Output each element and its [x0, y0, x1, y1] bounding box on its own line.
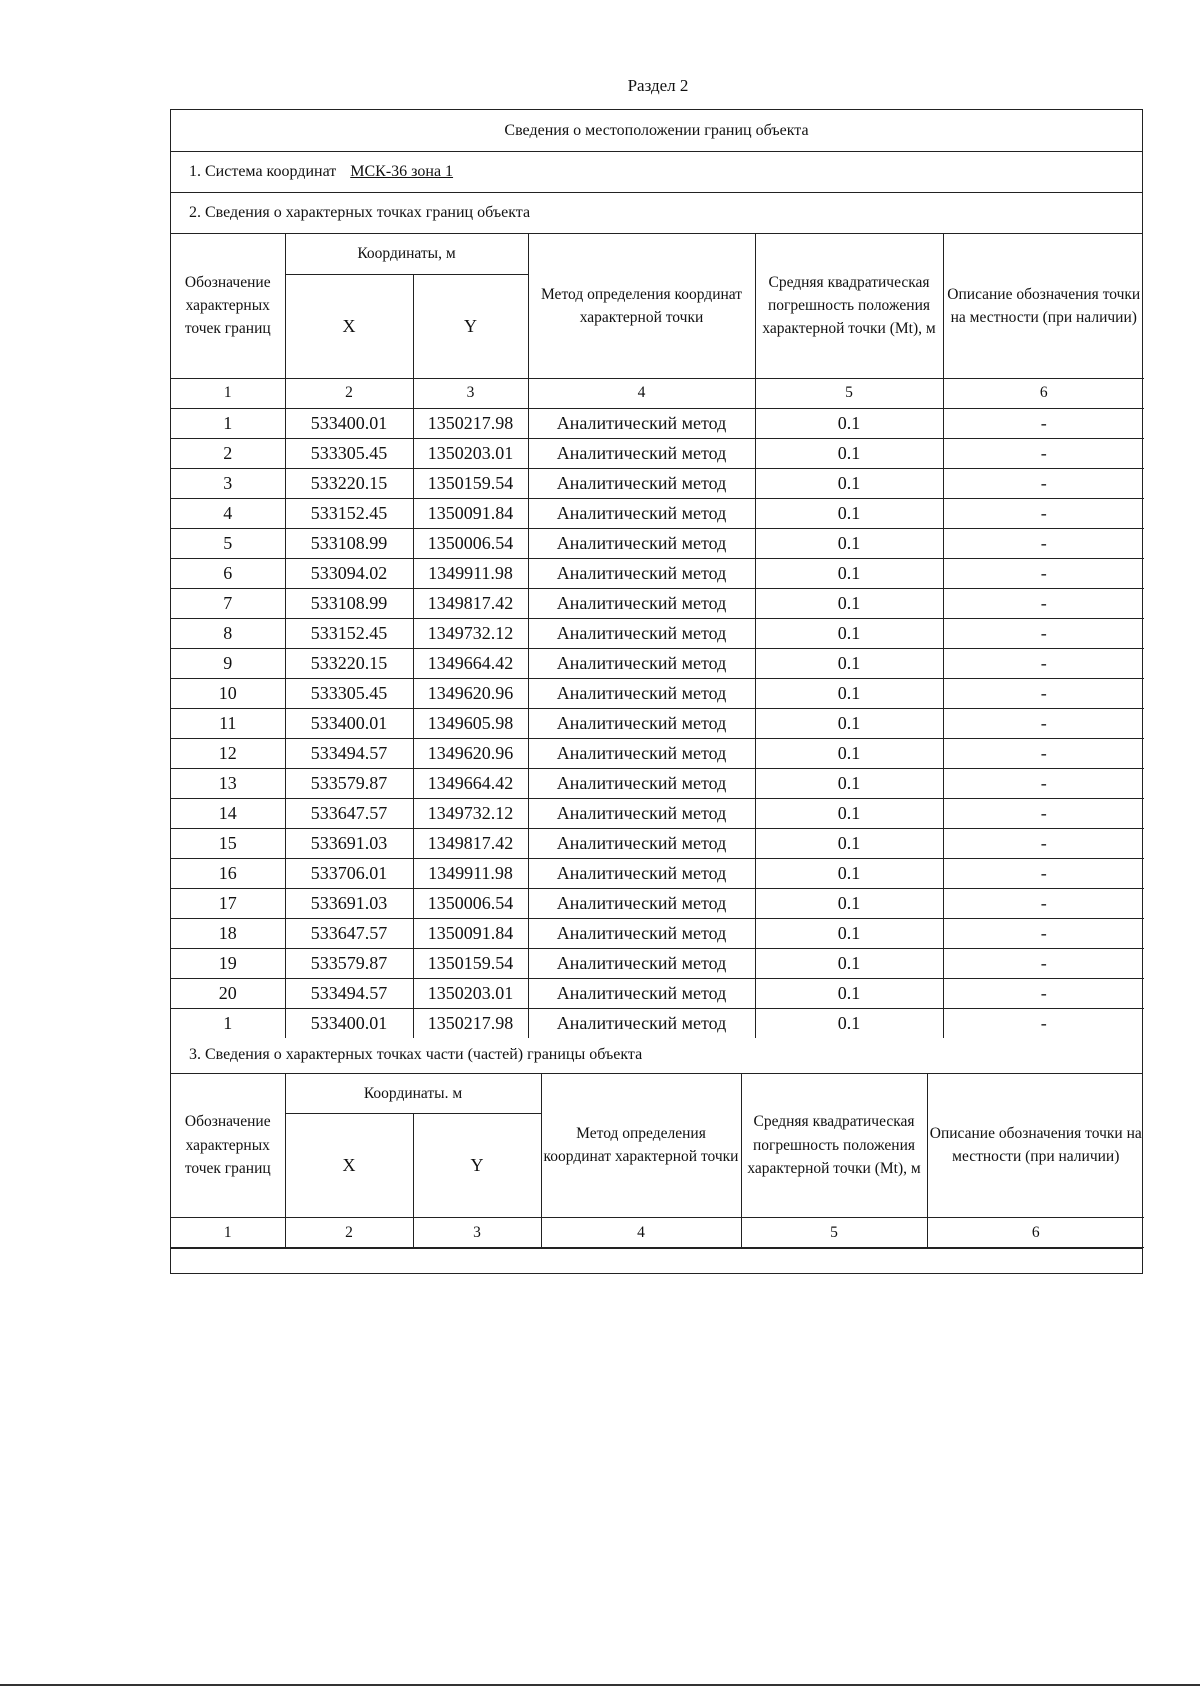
parts-header-x: X	[285, 1114, 413, 1218]
point-number: 4	[171, 498, 285, 528]
point-description: -	[943, 1008, 1144, 1038]
point-y: 1350217.98	[413, 408, 528, 438]
point-error: 0.1	[755, 678, 943, 708]
point-x: 533494.57	[285, 978, 413, 1008]
points-table	[171, 234, 1144, 1038]
point-description: -	[943, 468, 1144, 498]
point-error: 0.1	[755, 408, 943, 438]
point-y: 1350006.54	[413, 888, 528, 918]
col-number: 4	[528, 378, 755, 408]
point-description: -	[943, 498, 1144, 528]
point-error: 0.1	[755, 888, 943, 918]
point-x: 533108.99	[285, 588, 413, 618]
point-description: -	[943, 768, 1144, 798]
point-error: 0.1	[755, 708, 943, 738]
parts-header-coords: Координаты. м	[285, 1074, 541, 1114]
header-x: X	[285, 274, 413, 378]
point-method: Аналитический метод	[528, 588, 755, 618]
point-number: 20	[171, 978, 285, 1008]
parts-header-error: Средняя квадратическая погрешность положения характерной точки (Mt), м	[741, 1074, 927, 1218]
point-method: Аналитический метод	[528, 948, 755, 978]
point-method: Аналитический метод	[528, 978, 755, 1008]
point-number: 14	[171, 798, 285, 828]
point-row	[171, 588, 1144, 618]
point-description: -	[943, 708, 1144, 738]
point-number: 16	[171, 858, 285, 888]
point-number: 17	[171, 888, 285, 918]
point-description: -	[943, 828, 1144, 858]
point-error: 0.1	[755, 588, 943, 618]
point-row	[171, 558, 1144, 588]
point-row	[171, 708, 1144, 738]
point-description: -	[943, 798, 1144, 828]
point-row	[171, 408, 1144, 438]
point-x: 533400.01	[285, 1008, 413, 1038]
main-title: Сведения о местоположении границ объекта	[171, 110, 1142, 152]
point-description: -	[943, 618, 1144, 648]
point-error: 0.1	[755, 828, 943, 858]
header-error: Средняя квадратическая погрешность положения характерной точки (Mt), м	[755, 234, 943, 378]
parts-col-number: 1	[171, 1218, 285, 1248]
point-y: 1349605.98	[413, 708, 528, 738]
point-error: 0.1	[755, 528, 943, 558]
point-method: Аналитический метод	[528, 438, 755, 468]
point-number: 5	[171, 528, 285, 558]
point-row	[171, 738, 1144, 768]
point-description: -	[943, 738, 1144, 768]
point-error: 0.1	[755, 978, 943, 1008]
point-x: 533094.02	[285, 558, 413, 588]
point-error: 0.1	[755, 858, 943, 888]
point-method: Аналитический метод	[528, 558, 755, 588]
point-y: 1350006.54	[413, 528, 528, 558]
point-row	[171, 438, 1144, 468]
point-y: 1349911.98	[413, 558, 528, 588]
point-y: 1349664.42	[413, 768, 528, 798]
parts-col-number: 3	[413, 1218, 541, 1248]
point-row	[171, 528, 1144, 558]
point-y: 1349664.42	[413, 648, 528, 678]
col-number: 3	[413, 378, 528, 408]
point-error: 0.1	[755, 468, 943, 498]
point-y: 1349911.98	[413, 858, 528, 888]
point-row	[171, 1008, 1144, 1038]
point-x: 533400.01	[285, 408, 413, 438]
point-row	[171, 498, 1144, 528]
point-description: -	[943, 438, 1144, 468]
point-x: 533305.45	[285, 438, 413, 468]
point-row	[171, 948, 1144, 978]
point-row	[171, 768, 1144, 798]
header-designation: Обозначение характерных точек границ	[171, 234, 285, 378]
point-method: Аналитический метод	[528, 648, 755, 678]
parts-table	[171, 1074, 1144, 1249]
coord-system-value: МСК-36 зона 1	[350, 163, 454, 180]
point-y: 1349732.12	[413, 798, 528, 828]
point-description: -	[943, 858, 1144, 888]
point-method: Аналитический метод	[528, 738, 755, 768]
point-description: -	[943, 918, 1144, 948]
point-description: -	[943, 978, 1144, 1008]
point-y: 1349817.42	[413, 588, 528, 618]
parts-col-number: 5	[741, 1218, 927, 1248]
point-x: 533494.57	[285, 738, 413, 768]
point-description: -	[943, 558, 1144, 588]
parts-header-designation: Обозначение характерных точек границ	[171, 1074, 285, 1218]
point-method: Аналитический метод	[528, 618, 755, 648]
point-number: 6	[171, 558, 285, 588]
point-number: 1	[171, 1008, 285, 1038]
col-number: 6	[943, 378, 1144, 408]
point-x: 533152.45	[285, 498, 413, 528]
point-y: 1350217.98	[413, 1008, 528, 1038]
parts-col-number: 4	[541, 1218, 741, 1248]
point-row	[171, 648, 1144, 678]
point-y: 1349817.42	[413, 828, 528, 858]
point-y: 1349732.12	[413, 618, 528, 648]
point-y: 1349620.96	[413, 678, 528, 708]
point-y: 1350203.01	[413, 438, 528, 468]
point-method: Аналитический метод	[528, 408, 755, 438]
point-method: Аналитический метод	[528, 708, 755, 738]
point-method: Аналитический метод	[528, 798, 755, 828]
point-x: 533706.01	[285, 858, 413, 888]
parts-col-number: 2	[285, 1218, 413, 1248]
parts-header-description: Описание обозначения точки на местности (при наличии)	[927, 1074, 1144, 1218]
point-row	[171, 468, 1144, 498]
coord-system-row	[171, 152, 1142, 193]
point-description: -	[943, 678, 1144, 708]
point-row	[171, 858, 1144, 888]
point-number: 7	[171, 588, 285, 618]
point-description: -	[943, 648, 1144, 678]
points-section-title: 2. Сведения о характерных точках границ объекта	[171, 193, 1142, 234]
point-x: 533220.15	[285, 468, 413, 498]
point-x: 533579.87	[285, 768, 413, 798]
point-x: 533152.45	[285, 618, 413, 648]
parts-empty-row	[171, 1248, 1142, 1273]
point-number: 3	[171, 468, 285, 498]
point-description: -	[943, 408, 1144, 438]
coord-system-label: 1. Система координат	[189, 163, 337, 180]
point-x: 533220.15	[285, 648, 413, 678]
bottom-divider	[0, 1684, 1200, 1686]
point-method: Аналитический метод	[528, 1008, 755, 1038]
col-number: 2	[285, 378, 413, 408]
point-number: 1	[171, 408, 285, 438]
col-number: 1	[171, 378, 285, 408]
parts-header-y: Y	[413, 1114, 541, 1218]
point-error: 0.1	[755, 498, 943, 528]
point-method: Аналитический метод	[528, 498, 755, 528]
point-y: 1350159.54	[413, 468, 528, 498]
header-method: Метод определения координат характерной точки	[528, 234, 755, 378]
point-method: Аналитический метод	[528, 918, 755, 948]
point-description: -	[943, 888, 1144, 918]
point-x: 533647.57	[285, 918, 413, 948]
point-number: 15	[171, 828, 285, 858]
point-row	[171, 828, 1144, 858]
header-description: Описание обозначения точки на местности (при наличии)	[943, 234, 1144, 378]
point-error: 0.1	[755, 438, 943, 468]
point-error: 0.1	[755, 948, 943, 978]
point-x: 533691.03	[285, 888, 413, 918]
point-method: Аналитический метод	[528, 888, 755, 918]
point-error: 0.1	[755, 1008, 943, 1038]
points-body	[171, 408, 1144, 1038]
point-method: Аналитический метод	[528, 858, 755, 888]
header-coords: Координаты, м	[285, 234, 528, 274]
parts-header-method: Метод определения координат характерной точки	[541, 1074, 741, 1218]
point-x: 533691.03	[285, 828, 413, 858]
parts-section-title: 3. Сведения о характерных точках части (частей) границы объекта	[171, 1038, 1142, 1074]
point-x: 533108.99	[285, 528, 413, 558]
point-row	[171, 978, 1144, 1008]
point-description: -	[943, 528, 1144, 558]
parts-col-number: 6	[927, 1218, 1144, 1248]
point-method: Аналитический метод	[528, 768, 755, 798]
point-y: 1349620.96	[413, 738, 528, 768]
point-description: -	[943, 948, 1144, 978]
point-error: 0.1	[755, 768, 943, 798]
point-error: 0.1	[755, 918, 943, 948]
point-error: 0.1	[755, 648, 943, 678]
point-number: 10	[171, 678, 285, 708]
point-row	[171, 918, 1144, 948]
point-number: 13	[171, 768, 285, 798]
col-number: 5	[755, 378, 943, 408]
point-error: 0.1	[755, 738, 943, 768]
boundary-info-frame	[170, 109, 1143, 1274]
point-number: 11	[171, 708, 285, 738]
point-row	[171, 618, 1144, 648]
point-method: Аналитический метод	[528, 678, 755, 708]
point-number: 12	[171, 738, 285, 768]
point-row	[171, 678, 1144, 708]
point-error: 0.1	[755, 798, 943, 828]
point-number: 8	[171, 618, 285, 648]
point-y: 1350203.01	[413, 978, 528, 1008]
point-number: 19	[171, 948, 285, 978]
point-error: 0.1	[755, 618, 943, 648]
point-y: 1350091.84	[413, 918, 528, 948]
point-number: 2	[171, 438, 285, 468]
point-error: 0.1	[755, 558, 943, 588]
point-x: 533579.87	[285, 948, 413, 978]
section-title: Раздел 2	[627, 76, 689, 95]
point-y: 1350091.84	[413, 498, 528, 528]
point-method: Аналитический метод	[528, 468, 755, 498]
header-y: Y	[413, 274, 528, 378]
point-y: 1350159.54	[413, 948, 528, 978]
point-number: 9	[171, 648, 285, 678]
point-method: Аналитический метод	[528, 828, 755, 858]
point-x: 533400.01	[285, 708, 413, 738]
point-row	[171, 798, 1144, 828]
point-x: 533305.45	[285, 678, 413, 708]
point-x: 533647.57	[285, 798, 413, 828]
point-method: Аналитический метод	[528, 528, 755, 558]
point-row	[171, 888, 1144, 918]
point-number: 18	[171, 918, 285, 948]
point-description: -	[943, 588, 1144, 618]
